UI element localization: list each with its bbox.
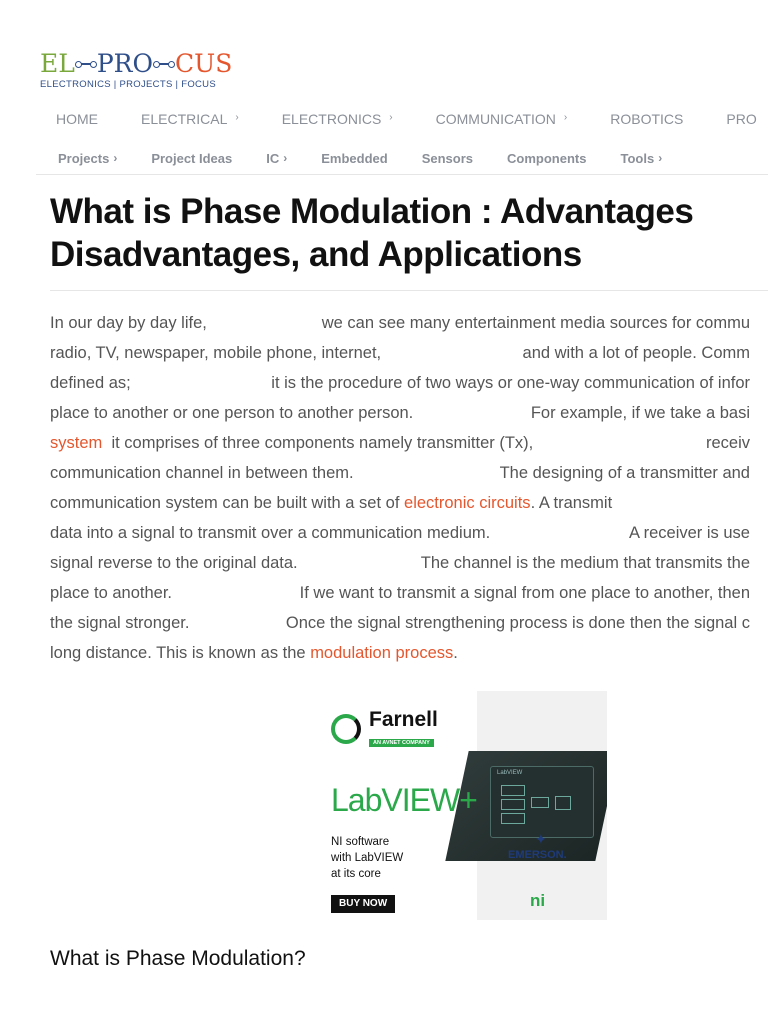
subnav-item-sensors[interactable] [422, 149, 473, 167]
nav-divider [36, 174, 768, 175]
section-heading: What is Phase Modulation? [50, 947, 306, 970]
advertisement-banner[interactable] [307, 691, 607, 920]
paragraph-line: In our day by day life, we can see many entertainment media sources for commu [50, 314, 750, 332]
nav-item-label: HOME [56, 111, 98, 127]
ni-logo: ni [530, 891, 546, 910]
play-icon [555, 796, 571, 810]
subnav-item-label: Components [507, 150, 587, 166]
logo-cus: CUS [175, 49, 233, 78]
title-line: What is Phase Modulation : Advantages [50, 192, 694, 231]
ad-description: NI software with LabVIEW at its core [331, 836, 404, 880]
logo-tagline: ELECTRONICS | PROJECTS | FOCUS [40, 79, 216, 90]
subnav-item-projects[interactable] [58, 149, 117, 167]
title-divider [50, 290, 768, 291]
subnav-item-components[interactable] [507, 149, 586, 167]
chevron-right-icon: › [283, 151, 288, 165]
link-modulation-process[interactable]: modulation process [310, 644, 454, 662]
ad-diagram-block [501, 785, 525, 796]
title-line: Disadvantages, and Applications [50, 235, 582, 274]
farnell-swirl-icon [331, 714, 361, 744]
nav-item-label: PRO [726, 111, 757, 127]
ad-brand-name: Farnell [369, 708, 438, 731]
nav-item-electronics[interactable] [282, 108, 393, 130]
logo-link-icon [153, 59, 175, 69]
paragraph-line: long distance. This is known as the modulation process . [50, 638, 750, 668]
emerson-logo: EMERSON. [508, 849, 567, 861]
chevron-right-icon: › [235, 111, 239, 123]
nav-item-robotics[interactable] [610, 108, 683, 130]
nav-item-label: COMMUNICATION [435, 111, 556, 127]
ad-diagram-block [501, 813, 525, 824]
link-electronic-circuits[interactable]: electronic circuits [404, 494, 531, 512]
ad-diagram-block [501, 799, 525, 810]
paragraph-line: communication channel in between them. The designing of a transmitter and [50, 464, 750, 482]
logo-pro: PRO [96, 49, 153, 78]
farnell-logo [331, 709, 438, 749]
logo-el: EL [40, 49, 75, 78]
subnav-item-label: Project Ideas [151, 150, 233, 166]
subnav-item-label: Projects [58, 150, 110, 166]
paragraph-line: signal reverse to the original data. The channel is the medium that transmits the [50, 554, 750, 572]
paragraph-line: the signal stronger. Once the signal strengthening process is done then the signal c [50, 614, 750, 632]
ad-screen-label: LabVIEW [497, 770, 523, 776]
paragraph-line: place to another or one person to another person. For example, if we take a basi [50, 404, 750, 422]
article-paragraph [50, 308, 768, 668]
subnav-item-project-ideas[interactable] [151, 149, 232, 167]
chevron-right-icon: › [658, 151, 663, 165]
nav-item-pro[interactable] [726, 108, 756, 130]
paragraph-line: system it comprises of three components namely transmitter (Tx), receiv [50, 434, 750, 452]
subnav-item-label: Embedded [321, 150, 388, 166]
subnav-item-label: Sensors [421, 150, 474, 166]
ad-product: LabVIEW+ [331, 782, 477, 818]
ad-brand-sub: AN AVNET COMPANY [369, 739, 434, 747]
subnav-item-tools[interactable] [620, 149, 662, 167]
paragraph-line: communication system can be built with a set of electronic circuits. A transmit [50, 494, 613, 512]
paragraph-line: defined as; it is the procedure of two ways or one-way communication of infor [50, 374, 750, 392]
subnav-item-ic[interactable] [266, 149, 287, 167]
subnav-item-label: IC [266, 150, 280, 166]
emerson-mark-icon: ✦ [535, 831, 547, 847]
subnav-item-embedded[interactable] [321, 149, 387, 167]
chevron-right-icon: › [389, 111, 393, 123]
chevron-right-icon: › [563, 111, 568, 123]
paragraph-line: radio, TV, newspaper, mobile phone, internet, and with a lot of people. Comm [50, 344, 750, 362]
logo-link-icon [75, 59, 97, 69]
chevron-right-icon: › [113, 151, 118, 165]
primary-nav [56, 108, 768, 130]
nav-item-label: ROBOTICS [610, 111, 684, 127]
subnav-item-label: Tools [620, 150, 655, 166]
ad-diagram-block [531, 797, 549, 808]
ad-screen-graphic [490, 766, 594, 838]
paragraph-line: place to another. If we want to transmit a signal from one place to another, then [50, 584, 750, 602]
page-title [50, 190, 768, 276]
nav-item-label: ELECTRONICS [281, 111, 382, 127]
link-system[interactable]: system [50, 434, 103, 452]
paragraph-line: data into a signal to transmit over a communication medium. A receiver is use [50, 524, 750, 542]
nav-item-label: ELECTRICAL [141, 111, 228, 127]
nav-item-communication[interactable] [436, 108, 568, 130]
nav-item-electrical[interactable] [141, 108, 239, 130]
site-logo[interactable] [40, 50, 232, 90]
secondary-nav [58, 149, 696, 167]
nav-item-home[interactable] [56, 108, 98, 130]
buy-now-button[interactable]: BUY NOW [331, 895, 395, 913]
